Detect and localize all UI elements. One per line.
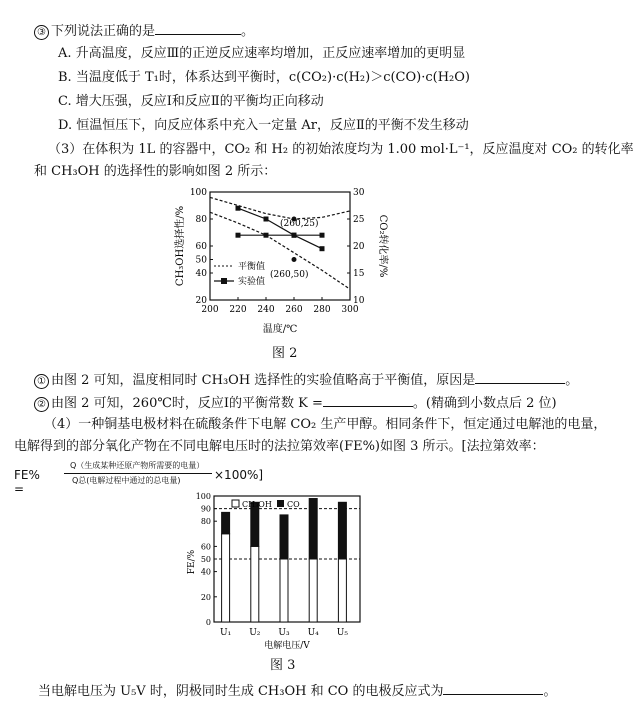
figure-3-chart xyxy=(182,492,382,652)
fig3-y-tick-label: 50 xyxy=(200,555,211,564)
fig3-x-label: U₂ xyxy=(249,628,261,638)
option-a: A. 升高温度，反应Ⅲ的正逆反应速率均增加，正反应速率增加的更明显 xyxy=(58,46,466,61)
fig2-ylabel-right: CO₂转化率/% xyxy=(377,214,388,278)
fig3-y-tick-label: 0 xyxy=(205,618,211,627)
legend-ch3oh-label: CH₃OH xyxy=(242,500,272,509)
option-c: C. 增大压强，反应Ⅰ和反应Ⅱ的平衡均正向移动 xyxy=(58,94,324,109)
fig2-left-tick-label: 100 xyxy=(189,188,207,198)
fig2-left-tick-label: 60 xyxy=(195,242,207,252)
fig2-right-tick-label: 30 xyxy=(353,188,365,198)
legend-ch3oh-swatch xyxy=(232,500,239,507)
fig3-ylabel: FE/% xyxy=(187,549,197,575)
fig2-right-tick-label: 15 xyxy=(353,269,365,279)
fig3-bar-co xyxy=(309,499,317,559)
fig2-x-tick-label: 280 xyxy=(313,305,331,315)
part4-line1: （4）一种铜基电极材料在硫酸条件下电解 CO₂ 生产甲醇。相同条件下，恒定通过电解池的电量， xyxy=(44,417,607,432)
fig2-x-tick-label: 240 xyxy=(257,305,275,315)
fig2-caption: 图 2 xyxy=(272,346,298,361)
fig3-y-tick-label: 40 xyxy=(200,567,211,577)
q-after-fig2-2: ② 由图 2 可知，260℃时，反应Ⅰ的平衡常数 K = 。(精确到小数点后 2 位) xyxy=(34,394,557,412)
fig2-data-point xyxy=(236,233,241,238)
fig2-ylabel-left: CH₃OH选择性/% xyxy=(175,205,186,287)
fig3-y-tick-label: 90 xyxy=(200,504,211,514)
annotation-260-50: (260,50) xyxy=(270,270,309,280)
fig2-data-point xyxy=(292,233,297,238)
q-after-fig2-1: ① 由图 2 可知，温度相同时 CH₃OH 选择性的实验值略高于平衡值，原因是 。 xyxy=(34,371,578,389)
fig3-bar-co xyxy=(338,502,346,559)
figure-2-chart xyxy=(170,186,395,340)
annotation-260-25: (260,25) xyxy=(280,219,319,229)
answer-blank[interactable] xyxy=(475,371,565,384)
fig3-x-label: U₅ xyxy=(336,628,349,638)
fig3-x-label: U₁ xyxy=(219,628,232,638)
fig2-data-point xyxy=(264,233,269,238)
legend-exp-label: 实验值 xyxy=(238,277,266,287)
answer-blank[interactable] xyxy=(443,682,543,695)
part3-line2: 和 CH₃OH 的选择性的影响如图 2 所示： xyxy=(34,164,277,179)
fig2-left-tick-label: 40 xyxy=(195,269,207,279)
fig3-bar-ch3oh xyxy=(280,559,288,622)
fig2-series-line-1 xyxy=(210,197,350,219)
fig2-x-tick-label: 200 xyxy=(201,305,219,315)
q3-number: ③ xyxy=(34,25,49,40)
fig2-point-260-50 xyxy=(292,257,297,262)
fig2-x-tick-label: 300 xyxy=(341,305,359,315)
fig2-left-tick-label: 80 xyxy=(195,215,207,225)
fig3-bar-ch3oh xyxy=(338,559,346,622)
fig2-left-tick-label: 20 xyxy=(195,296,207,306)
fig3-x-label: U₄ xyxy=(307,628,319,638)
fig2-data-point xyxy=(320,246,325,251)
fig3-bar-ch3oh xyxy=(251,546,259,622)
fig3-y-tick-label: 20 xyxy=(200,592,211,602)
fig2-data-point xyxy=(236,206,241,211)
fig3-x-label: U₃ xyxy=(278,628,290,638)
option-b: B. 当温度低于 T₁时，体系达到平衡时，c(CO₂)·c(H₂)＞c(CO)·c(H₂O) xyxy=(58,70,470,85)
final-question: 当电解电压为 U₅V 时，阴极同时生成 CH₃OH 和 CO 的电极反应式为 。 xyxy=(38,684,557,699)
fig2-x-tick-label: 220 xyxy=(229,305,247,315)
fig2-x-tick-label: 260 xyxy=(285,305,303,315)
answer-blank[interactable] xyxy=(155,22,241,35)
option-d: D. 恒温恒压下，向反应体系中充入一定量 Ar，反应Ⅱ的平衡不发生移动 xyxy=(58,118,469,133)
q3-stem: ③ 下列说法正确的是 。 xyxy=(34,22,254,40)
legend-eq-label: 平衡值 xyxy=(238,262,266,272)
fig3-y-tick-label: 60 xyxy=(200,542,211,552)
fig2-right-tick-label: 20 xyxy=(353,242,365,252)
legend-co-swatch xyxy=(277,500,284,507)
fig2-right-tick-label: 25 xyxy=(353,215,365,225)
legend-exp-marker xyxy=(221,278,227,284)
legend-co-label: CO xyxy=(287,500,300,509)
part4-line2: 电解得到的部分氧化产物在不同电解电压时的法拉第效率(FE%)如图 3 所示。[法拉第效率： xyxy=(14,439,545,454)
fig2-data-point xyxy=(320,233,325,238)
fig2-xlabel: 温度/℃ xyxy=(262,324,298,335)
fig3-caption: 图 3 xyxy=(270,658,296,673)
fig3-xlabel: 电解电压/V xyxy=(264,641,310,651)
fig3-y-tick-label: 80 xyxy=(200,517,211,527)
fig3-bar-ch3oh xyxy=(309,559,317,622)
fig3-bar-ch3oh xyxy=(222,534,230,622)
fig3-y-tick-label: 100 xyxy=(195,492,211,501)
fig3-bar-co xyxy=(280,515,288,559)
part3-line1: （3）在体积为 1L 的容器中，CO₂ 和 H₂ 的初始浓度均为 1.00 mol·L⁻¹，反应温度对 CO₂ 的转化率 xyxy=(48,142,634,157)
fig2-right-tick-label: 10 xyxy=(353,296,365,306)
answer-blank[interactable] xyxy=(323,394,413,407)
fig2-data-point xyxy=(264,217,269,222)
fig3-bar-co xyxy=(222,512,230,533)
fig2-left-tick-label: 50 xyxy=(195,255,207,266)
